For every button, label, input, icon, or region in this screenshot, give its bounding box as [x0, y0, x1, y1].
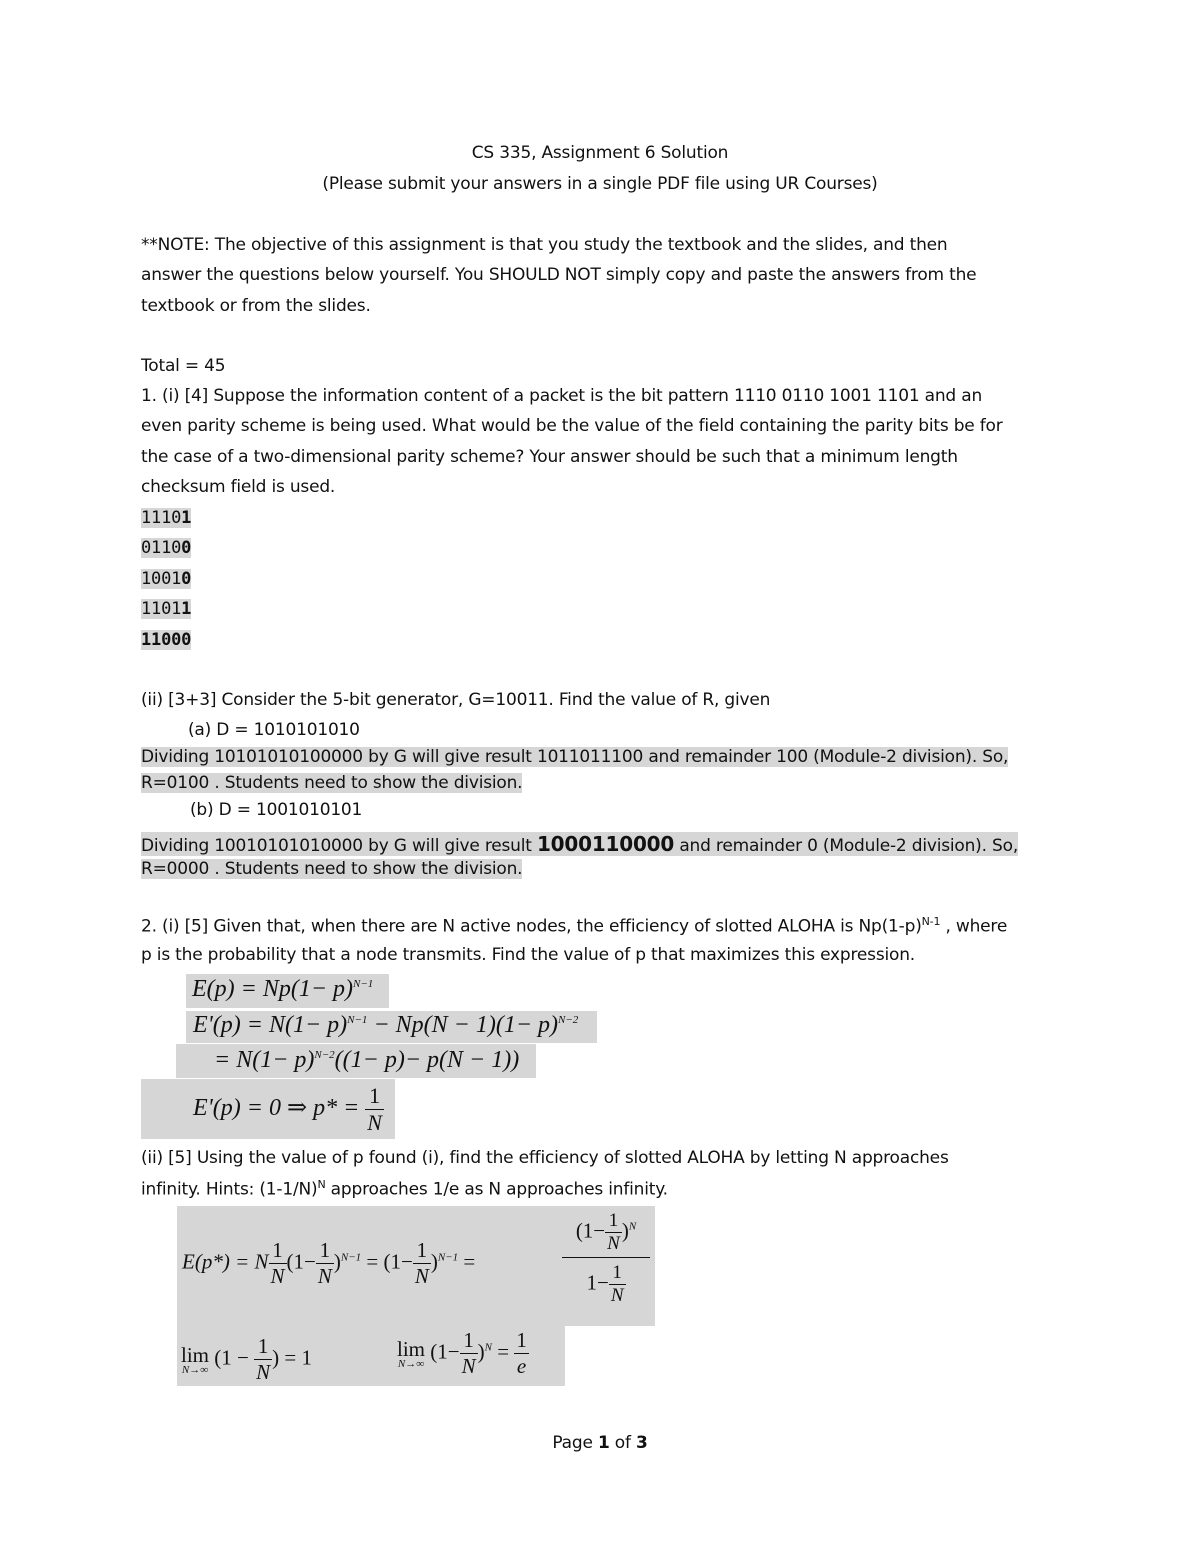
- document-subtitle: (Please submit your answers in a single PDF file using UR Courses): [322, 174, 878, 194]
- equation-efficiency: $E(p) = Np(1- p)^{N-1}$: [192, 976, 374, 1002]
- total-marks: Total = 45: [141, 356, 226, 376]
- equation-optimal-p: E'(p) = 0 ⇒ p* = $\frac{1}{N}$: [193, 1083, 382, 1135]
- q1-line-3: the case of a two-dimensional parity scheme? Your answer should be such that a minimum length: [141, 447, 958, 467]
- equation-derivative-factored: = $N(1- p)^{N-2}((1- p)- p(N - 1))$: [214, 1047, 520, 1073]
- equation-limit-2: lim N→∞ (1− $\frac{1}{N}$ )$^N$ = $\frac{1}{e}$: [397, 1328, 527, 1378]
- q1-part-b-label: (b) D = 1001010101: [190, 800, 363, 820]
- q1-part2: (ii) [3+3] Consider the 5-bit generator, G=10011. Find the value of R, given: [141, 690, 771, 710]
- note-line-1: **NOTE: The objective of this assignment is that you study the textbook and the slides, and then: [141, 235, 948, 255]
- equation-big-fraction: (1− $\frac{1}{N}$ )$^N$ 1− $\frac{1}{N}$: [562, 1210, 650, 1307]
- q1-mark: [4]: [184, 386, 209, 406]
- q2-line-1: 2. (i) [5] Given that, when there are N active nodes, the efficiency of slotted ALOHA is $Np(1-p)^{N-1}$ , where: [141, 915, 1008, 937]
- equation-derivative: $E'(p) = N(1- p)^{N-1} - Np(N - 1)(1- p)^{N-2}$: [193, 1012, 579, 1038]
- q1-line-1: [141, 386, 982, 406]
- q1-part-a-answer-2: R=0100 . Students need to show the division.: [141, 773, 523, 793]
- parity-row-2: 01100: [141, 538, 192, 558]
- q1-part-a-answer-1: Dividing 10101010100000 by G will give result 1011011100 and remainder 100 (Module-2 division). So,: [141, 747, 1009, 767]
- q1-part-a-label: (a) D = 1010101010: [188, 720, 360, 740]
- q2-part2-line-2: infinity. Hints: $(1-1/N)^N$ approaches 1/e as N approaches infinity.: [141, 1178, 668, 1200]
- q1-part-b-answer-2: R=0000 . Students need to show the division.: [141, 859, 523, 879]
- q2-part2-line-1: (ii) [5] Using the value of p found (i), find the efficiency of slotted ALOHA by letting N approaches: [141, 1148, 949, 1168]
- equation-efficiency-limit: E(p*) = N $\frac{1}{N}$ (1− $\frac{1}{N}$ )$^{N-1}$ = (1− $\frac{1}{N}$ )$^{N-1}$ =: [182, 1238, 476, 1288]
- document-title: CS 335, Assignment 6 Solution: [471, 143, 729, 163]
- parity-row-5: 11000: [141, 630, 192, 650]
- q2-line-2: p is the probability that a node transmits. Find the value of p that maximizes this expression.: [141, 945, 915, 965]
- q1-text: Suppose the information content of a packet is the bit pattern 1110 0110 1001 1101 and an: [208, 386, 983, 406]
- q1-line-4: checksum field is used.: [141, 477, 336, 497]
- q1-label: 1. (i): [141, 386, 185, 406]
- parity-row-4: 11011: [141, 599, 192, 619]
- parity-row-1: 11101: [141, 508, 192, 528]
- page-number: Page 1 of 3: [552, 1433, 648, 1453]
- note-line-2: answer the questions below yourself. You SHOULD NOT simply copy and paste the answers from the: [141, 265, 977, 285]
- q1-line-2: even parity scheme is being used. What would be the value of the field containing the parity bits be for: [141, 416, 1003, 436]
- equation-limit-1: lim N→∞ (1 − $\frac{1}{N}$ ) = 1: [181, 1334, 312, 1384]
- q1-part-b-answer-1: Dividing 10010101010000 by G will give result 1000110000 and remainder 0 (Module-2 division). So,: [141, 832, 1019, 856]
- note-line-3: textbook or from the slides.: [141, 296, 371, 316]
- parity-row-3: 10010: [141, 569, 192, 589]
